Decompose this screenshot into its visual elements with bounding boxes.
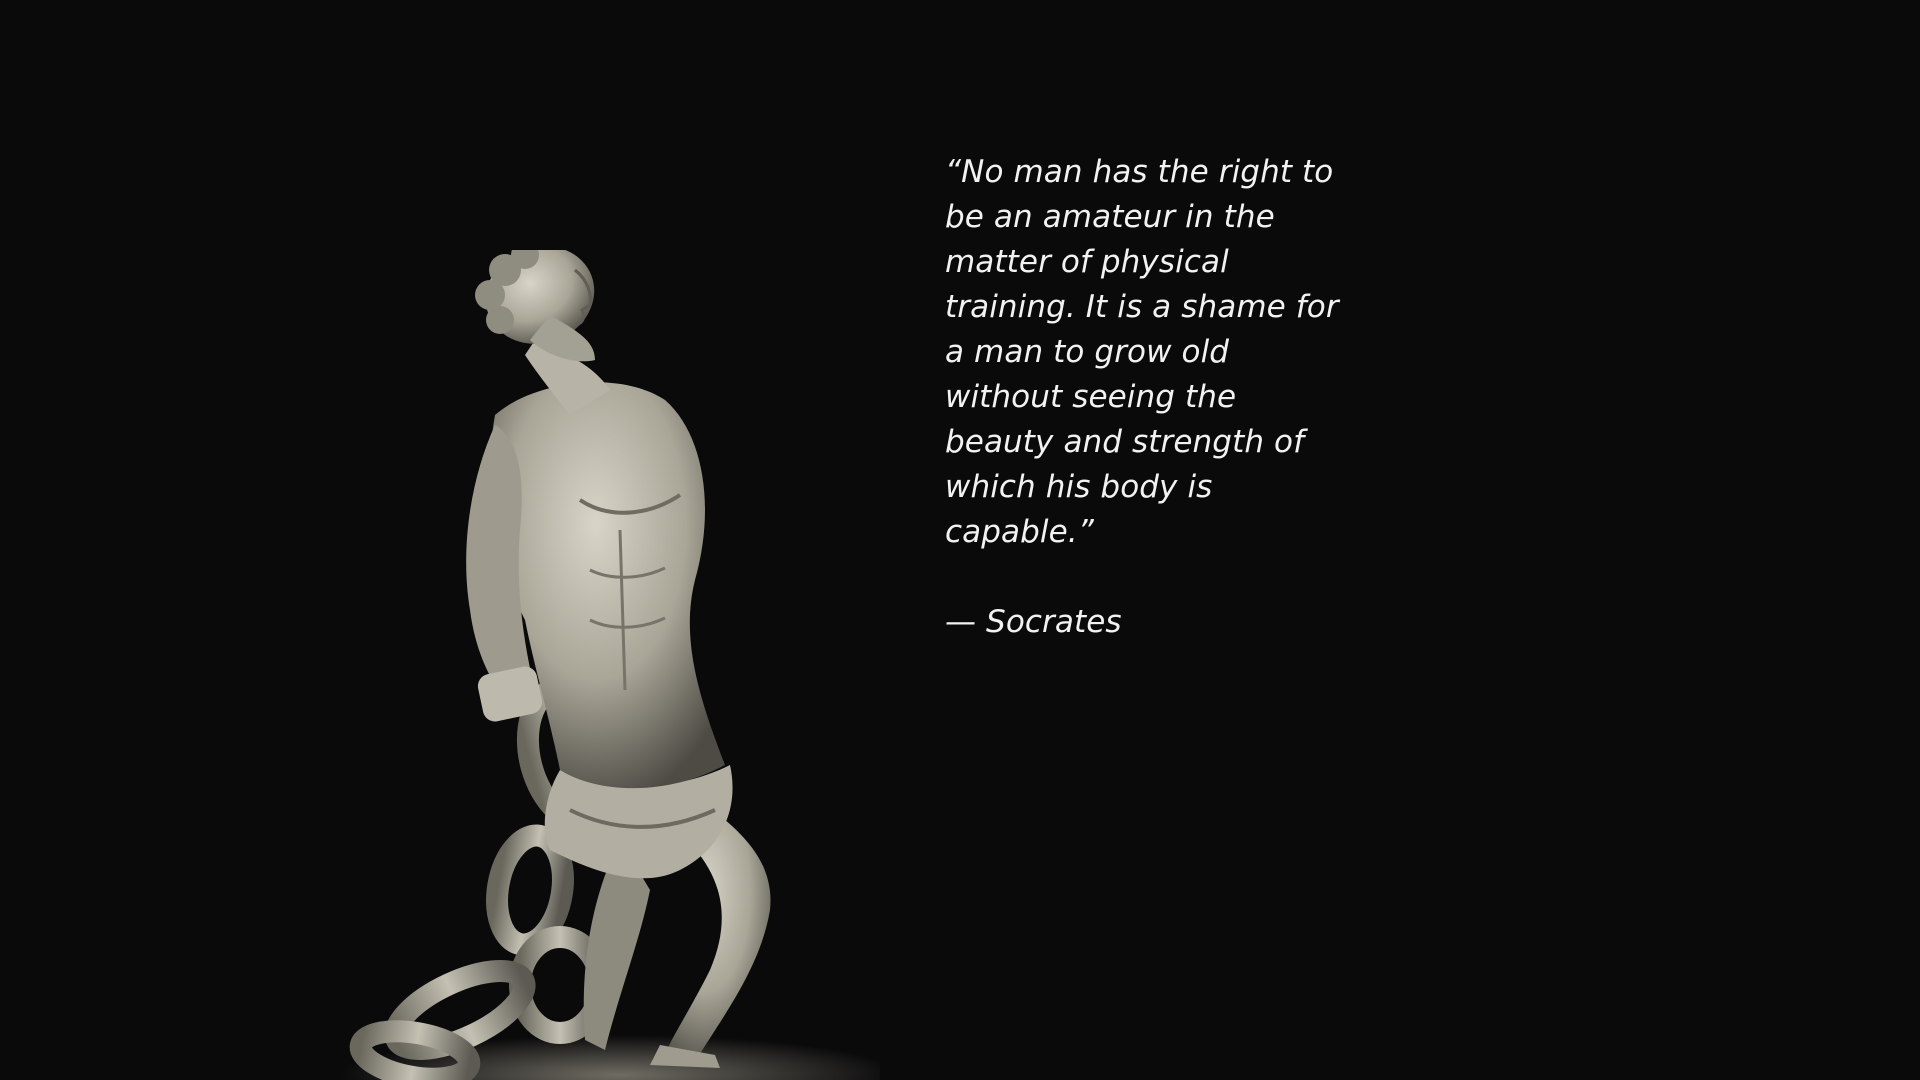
quote-line: which his body is bbox=[945, 469, 1213, 505]
quote-line: without seeing the bbox=[945, 379, 1237, 415]
quote-line: capable.” bbox=[945, 514, 1094, 550]
statue-icon bbox=[320, 250, 880, 1080]
quote-block bbox=[945, 150, 1365, 645]
quote-line: be an amateur in the bbox=[945, 199, 1275, 235]
quote-line: “No man has the right to bbox=[945, 154, 1334, 190]
quote-line: matter of physical bbox=[945, 244, 1229, 280]
quote-line: beauty and strength of bbox=[945, 424, 1305, 460]
quote-line: training. It is a shame for bbox=[945, 289, 1339, 325]
quote-attribution: — Socrates bbox=[945, 604, 1122, 640]
quote-line: a man to grow old bbox=[945, 334, 1230, 370]
